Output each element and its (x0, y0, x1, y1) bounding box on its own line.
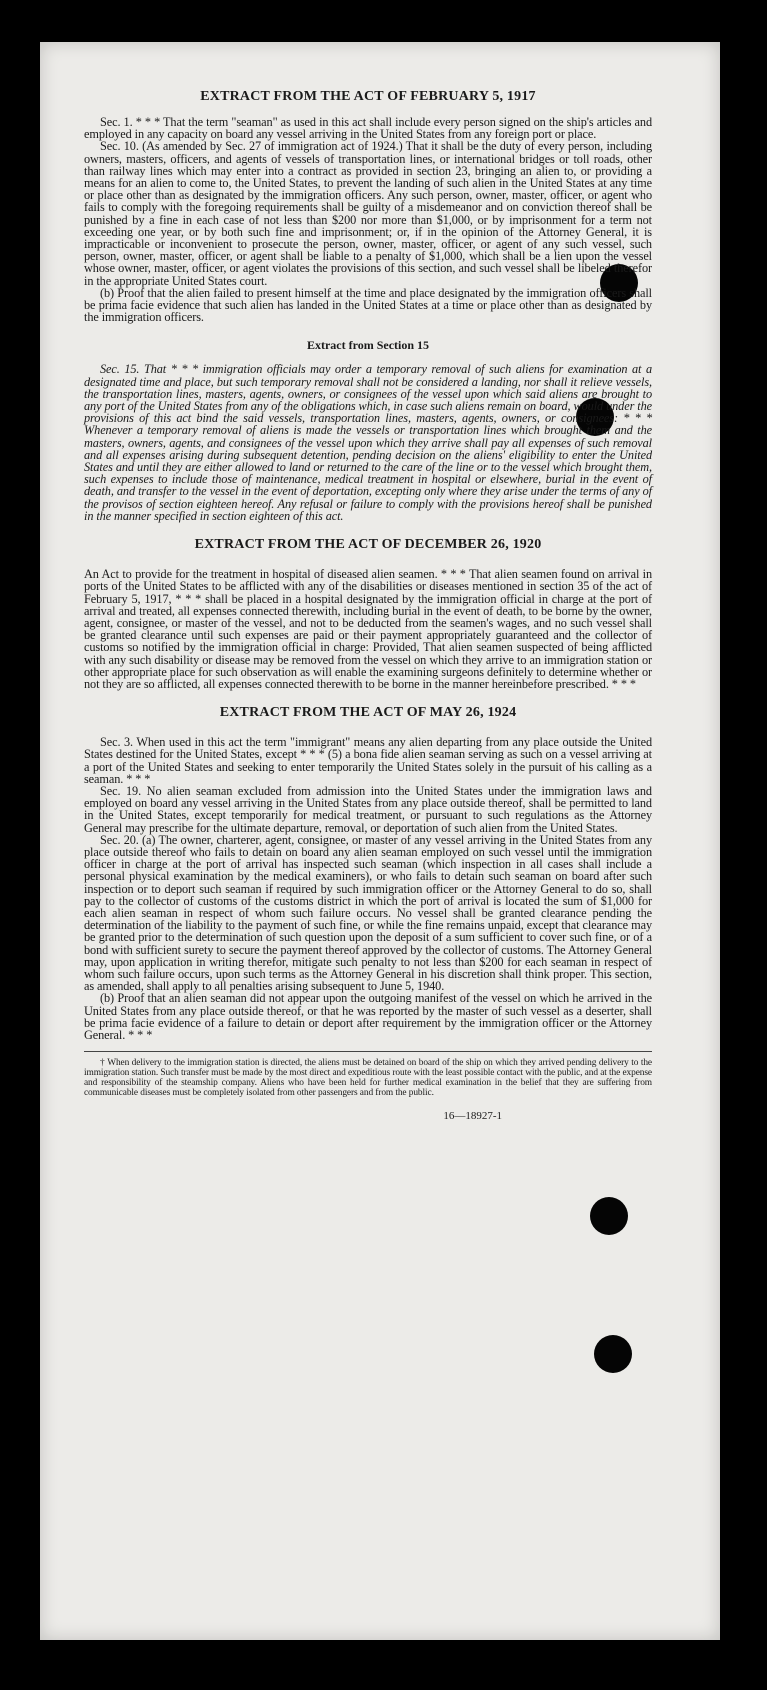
footnote-divider (84, 1051, 652, 1052)
act-1920-text: An Act to provide for the treatment in hospital of diseased alien seamen. * * * That alien seamen found on arrival in ports of the United States to be afflicted with any of the disabilities or diseases mentioned in section 35 of the act of February 5, 1917, * * * shall be placed in a hospital designated by the immigration official in charge at the port of arrival and treated, all expenses connected therewith, including burial in the event of death, to be borne by the owner, agent, consignee, or master of the vessel, and not to be deducted from the seamen's wages, and no such vessel shall be granted clearance until such expenses are paid or their payment appropriately guaranteed and the collector of customs so notified by the immigration official in charge: Provided, That alien seamen suspected of being afflicted with any such disability or disease may be removed from the vessel on which they arrive to an immigration station or other appropriate place for such observation as will enable the examining surgeons definitely to determine whether or not they are so afflicted, all expenses connected therewith to be borne in the manner hereinbefore prescribed. * * * (84, 567, 652, 691)
section-1-text: Sec. 1. * * * That the term "seaman" as used in this act shall include every person signed on the ship's articles and employed in any capacity on board any vessel arriving in the United States from any foreign port or place. (84, 115, 652, 142)
footnote: † When delivery to the immigration station is directed, the aliens must be detained on board of the ship on which they arrived pending delivery to the immigration station. Such transfer must be made by the most direct and expeditious route with the least possible contact with the public, and at the expense and responsibility of the steamship company. Aliens who have been held for further medical examination in the belief that they are suffering from communicable diseases must be completely isolated from other passengers and from the public. (84, 1058, 652, 1099)
punch-hole-4 (594, 1335, 632, 1373)
section-3-text: Sec. 3. When used in this act the term "immigrant" means any alien departing from any place outside the United States destined for the United States, except * * * (5) a bona fide alien seaman serving as such on a vessel arriving at a port of the United States and seeking to enter temporarily the United States solely in the pursuit of his calling as a seaman. * * * (84, 735, 652, 786)
section-10-text: Sec. 10. (As amended by Sec. 27 of immigration act of 1924.) That it shall be the duty of every person, including owners, masters, officers, and agents of vessels of transportation lines, or international bridges or toll roads, other than railway lines which may enter into a contract as provided in section 23, bringing an alien to, or providing a means for an alien to come to, the United States, to prevent the landing of such alien in the United States at any time or place other than as designated by the immigration officers. Any such person, owner, master, officer, or agent who fails to comply with the foregoing requirements shall be guilty of a misdemeanor and on conviction thereof shall be punished by a fine in each case of not less than $200 nor more than $1,000, or by imprisonment for a term not exceeding one year, or by both such fine and imprisonment; or, if in the opinion of the Attorney General, it is impracticable or inconvenient to prosecute the person, owner, master, officer, or agent of any such vessel, such person, owner, master, officer, or agent shall be liable to a penalty of $1,000, which shall be a lien upon the vessel whose owner, master, officer, or agent violates the provisions of this section, and such vessel shall be libeled therefor in the appropriate United States court. (84, 139, 652, 288)
heading-section-15: Extract from Section 15 (306, 338, 430, 353)
section-19-text: Sec. 19. No alien seaman excluded from admission into the United States under the immigration laws and employed on board any vessel arriving in the United States from any place outside thereof, shall be permitted to land in the United States, except temporarily for medical treatment, or pursuant to such regulations as the Attorney General may prescribe for the ultimate departure, removal, or deportation of such alien from the United States. (84, 783, 652, 835)
section-15-text: Sec. 15. That * * * immigration officials may order a temporary removal of such aliens for examination at a designated time and place, but such temporary removal shall not be considered a landing, nor shall it relieve vessels, the transportation lines, masters, agents, owners, or consignees of the vessel upon which said aliens are brought to any port of the United States from any of the obligations which, in case such aliens remain on board, would under the provisions of this act bind the said vessels, transportation lines, masters, agents, owners, or consignees: * * * Whenever a temporary removal of aliens is made the vessels or transportation lines which brought them and the masters, owners, agents, and consignees of the vessel upon which they arrive shall pay all expenses of such removal and all expenses arising during subsequent detention, pending decision on the aliens' eligibility to enter the United States and until they are either allowed to land or returned to the care of the line or to the vessel which brought them, such expenses to include those of maintenance, medical treatment in hospital or elsewhere, burial in the event of death, and transfer to the vessel in the event of deportation, excepting only where they arise under the terms of any of the provisos of section eighteen hereof. Any refusal or failure to comply with the provisions hereof shall be punished in the manner specified in section eighteen of this act. (84, 362, 652, 523)
punch-hole-3 (590, 1197, 628, 1235)
heading-act-may-1924: EXTRACT FROM THE ACT OF MAY 26, 1924 (219, 705, 517, 721)
section-10b-text: (b) Proof that the alien failed to present himself at the time and place designated by the immigration officers shall be prima facie evidence that such alien has landed in the United States at a time or place other than as designated by the immigration officers. (84, 285, 652, 325)
heading-act-dec-1920: EXTRACT FROM THE ACT OF DECEMBER 26, 1920 (194, 537, 542, 553)
document-text (84, 88, 652, 1122)
form-number: 16—18927-1 (443, 1110, 502, 1123)
section-20b-text: (b) Proof that an alien seaman did not appear upon the outgoing manifest of the vessel on which he arrived in the United States from any place outside thereof, or that he was reported by the master of such vessel as a deserter, shall be prima facie evidence of a failure to detain or deport after requirement by the immigration officer or the Attorney General. * * * (84, 991, 652, 1042)
heading-act-feb-1917: EXTRACT FROM THE ACT OF FEBRUARY 5, 1917 (200, 89, 536, 104)
section-20a-text: Sec. 20. (a) The owner, charterer, agent, consignee, or master of any vessel arriving in the United States from any place outside thereof who fails to detain on board any alien seaman employed on such vessel until the immigration officer in charge at the port of arrival has inspected such seaman (which inspection in all cases shall include a personal physical examination by the medical examiners), or who fails to detain such seaman on board after such inspection or to deport such seaman if required by such immigration officer or the Attorney General to do so, shall pay to the collector of customs of the customs district in which the port of arrival is located the sum of $1,000 for each alien seaman in respect of whom such failure occurs. No vessel shall be granted clearance pending the determination of the liability to the payment of such fine, or while the fine remains unpaid, except that clearance may be granted prior to the determination of such question upon the deposit of a sum sufficient to cover such fine, or of a bond with sufficient surety to secure the payment thereof approved by the collector of customs. The Attorney General may, upon application in writing therefor, mitigate such penalty to not less than $200 for each seaman in respect of whom such failure occurs, upon such terms as the Attorney General in his discretion shall think proper. This section, as amended, shall apply to all penalties arising subsequent to June 5, 1940. (84, 832, 652, 994)
